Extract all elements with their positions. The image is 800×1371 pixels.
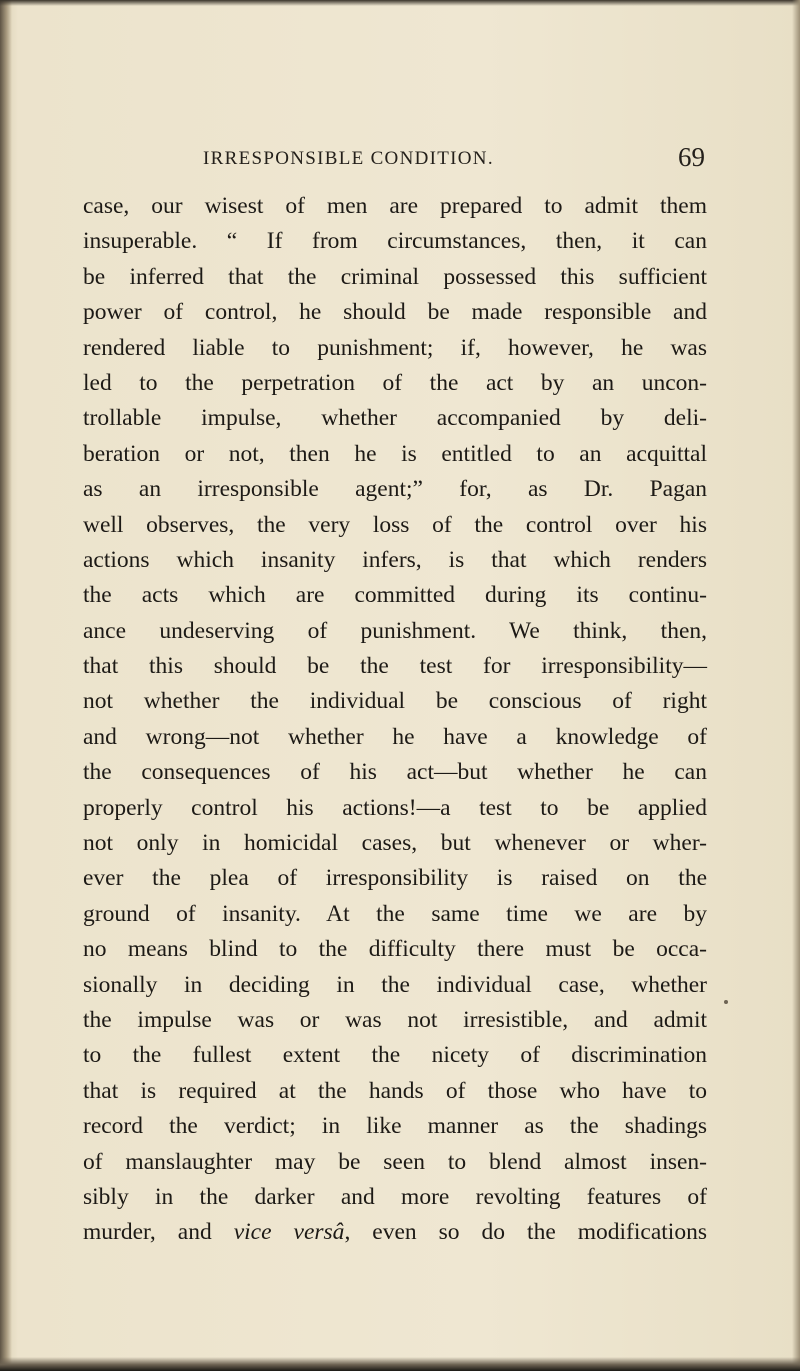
last-line-end: , even so do the modifications — [344, 1219, 707, 1246]
body-text — [83, 189, 707, 1251]
text-line: well observes, the very loss of the control over his — [83, 511, 707, 538]
text-line: the acts which are committed during its continu- — [83, 582, 707, 609]
text-line: to the fullest extent the nicety of discrimination — [83, 1042, 707, 1069]
italic-phrase: vice versâ — [233, 1219, 345, 1246]
text-line: actions which insanity infers, is that which renders — [83, 546, 707, 573]
text-line: beration or not, then he is entitled to an acquittal — [83, 440, 707, 467]
top-page-edge — [0, 0, 800, 6]
text-line: that this should be the test for irresponsibility— — [83, 653, 707, 680]
text-line: not only in homicidal cases, but whenever or wher- — [83, 830, 707, 857]
text-line: properly control his actions!—a test to be applied — [83, 794, 707, 821]
text-line: led to the perpetration of the act by an uncon- — [83, 369, 707, 396]
text-line: trollable impulse, whether accompanied by deli- — [83, 405, 707, 432]
text-line-last — [83, 1215, 707, 1250]
text-line: and wrong—not whether he have a knowledge of — [83, 723, 707, 750]
right-page-edge — [792, 0, 800, 1371]
bottom-page-edge — [0, 1357, 800, 1371]
running-title: IRRESPONSIBLE CONDITION. — [203, 148, 494, 169]
text-line: as an irresponsible agent;” for, as Dr. Pagan — [83, 476, 707, 503]
text-line: sionally in deciding in the individual case, whether — [83, 971, 707, 998]
text-line: rendered liable to punishment; if, however, he was — [83, 334, 707, 361]
text-line: ever the plea of irresponsibility is raised on the — [83, 865, 707, 892]
text-line: be inferred that the criminal possessed this sufficient — [83, 263, 707, 290]
text-line: power of control, he should be made responsible and — [83, 299, 707, 326]
last-line-start: murder, and — [83, 1219, 234, 1246]
text-line: case, our wisest of men are prepared to admit them — [83, 193, 707, 219]
text-line: ground of insanity. At the same time we are by — [83, 900, 707, 927]
text-line: record the verdict; in like manner as the shadings — [83, 1113, 707, 1140]
text-line: insuperable. “ If from circumstances, then, it can — [83, 228, 707, 255]
text-line: sibly in the darker and more revolting features of — [83, 1183, 707, 1210]
paper-speck — [724, 1000, 728, 1004]
binding-shadow — [0, 0, 12, 1371]
text-line: of manslaughter may be seen to blend almost insen- — [83, 1148, 707, 1175]
text-line: ance undeserving of punishment. We think, then, — [83, 617, 707, 644]
text-line: that is required at the hands of those who have to — [83, 1077, 707, 1104]
page-number: 69 — [678, 142, 705, 172]
page-header — [203, 142, 705, 180]
text-line: the consequences of his act—but whether he can — [83, 759, 707, 786]
text-line: the impulse was or was not irresistible, and admit — [83, 1006, 707, 1033]
text-line: not whether the individual be conscious of right — [83, 688, 707, 715]
text-line: no means blind to the difficulty there must be occa- — [83, 936, 707, 963]
